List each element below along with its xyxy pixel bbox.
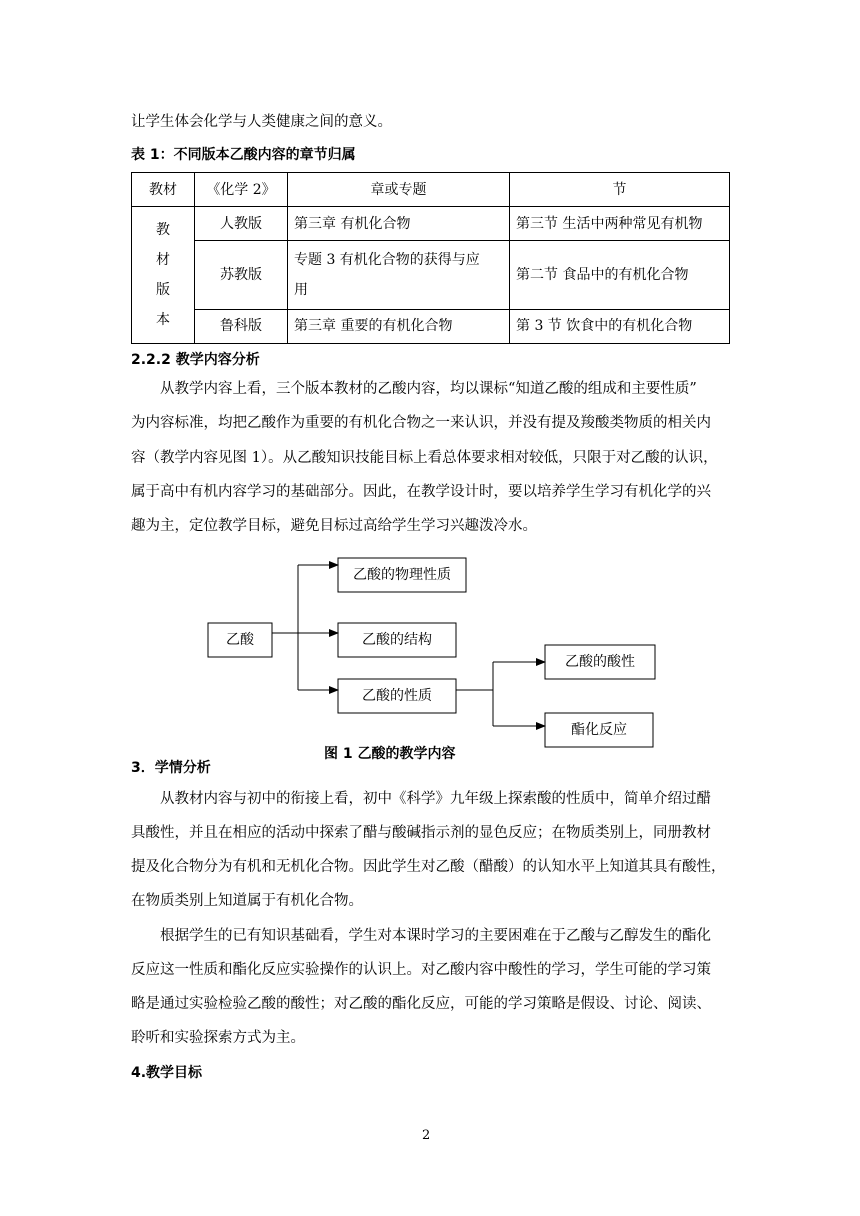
section-4-heading: 4.教学目标 [131, 1065, 203, 1081]
table-header-cell: 章或专题 [288, 173, 510, 207]
section-cell: 第 3 节 饮食中的有机化合物 [510, 309, 730, 343]
intro-line: 让学生体会化学与人类健康之间的意义。 [131, 114, 392, 130]
figure-caption: 图 1 乙酸的教学内容 [324, 746, 456, 762]
structure-label: 乙酸的结构 [362, 632, 432, 648]
esterification-label: 酯化反应 [571, 722, 627, 738]
paragraph-line: 在物质类别上知道属于有机化合物。 [131, 893, 363, 909]
paragraph-line: 反应这一性质和酯化反应实验操作的认识上。对乙酸内容中酸性的学习，学生可能的学习策 [131, 962, 711, 978]
section-3-heading: 3．学情分析 [131, 760, 211, 776]
paragraph-line: 属于高中有机内容学习的基础部分。因此，在教学设计时，要以培养学生学习有机化学的兴 [131, 484, 711, 500]
chapter-line: 用 [294, 282, 308, 299]
paragraph-line: 为内容标准，均把乙酸作为重要的有机化合物之一来认识，并没有提及羧酸类物质的相关内 [131, 415, 711, 431]
chapter-cell: 第三章 重要的有机化合物 [288, 309, 510, 343]
paragraph-line: 具酸性，并且在相应的活动中探索了醋与酸碱指示剂的显色反应；在物质类别上，同册教材 [131, 825, 711, 841]
table-caption: 表 1：不同版本乙酸内容的章节归属 [131, 147, 356, 163]
paragraph-line: 略是通过实验检验乙酸的酸性；对乙酸的酯化反应，可能的学习策略是假设、讨论、阅读、 [131, 996, 711, 1012]
paragraph-line: 趣为主，定位教学目标，避免目标过高给学生学习兴趣泼冷水。 [131, 518, 537, 534]
group-label-char: 本 [156, 312, 170, 329]
paragraph-line: 提及化合物分为有机和无机化合物。因此学生对乙酸（醋酸）的认知水平上知道其具有酸性， [131, 859, 726, 875]
table-header-cell: 教材 [132, 173, 195, 207]
paragraph-line: 从教材内容与初中的衔接上看，初中《科学》九年级上探索酸的性质中，简单介绍过醋 [160, 791, 711, 807]
section-cell: 第二节 食品中的有机化合物 [510, 241, 730, 309]
chapter-line: 专题 3 有机化合物的获得与应 [294, 252, 480, 269]
group-label-char: 材 [156, 252, 170, 269]
acidity-label: 乙酸的酸性 [565, 654, 635, 670]
table-header-cell: 《化学 2》 [195, 173, 288, 207]
property-label: 乙酸的性质 [362, 688, 432, 704]
edition-cell: 人教版 [195, 207, 288, 241]
edition-cell: 鲁科版 [195, 309, 288, 343]
section-cell: 第三节 生活中两种常见有机物 [510, 207, 730, 241]
section-222-heading: 2.2.2 教学内容分析 [131, 352, 260, 368]
paragraph-line: 容（教学内容见图 1）。从乙酸知识技能目标上看总体要求相对较低，只限于对乙酸的认识， [131, 450, 718, 466]
physical-label: 乙酸的物理性质 [353, 567, 451, 583]
page-number: 2 [422, 1128, 431, 1143]
group-label-char: 教 [156, 222, 170, 239]
edition-cell: 苏教版 [195, 241, 288, 309]
group-label-char: 版 [156, 282, 170, 299]
paragraph-line: 根据学生的已有知识基础看，学生对本课时学习的主要困难在于乙酸与乙醇发生的酯化 [160, 928, 711, 944]
paragraph-line: 聆听和实验探索方式为主。 [131, 1030, 305, 1046]
chapter-cell: 第三章 有机化合物 [288, 207, 510, 241]
paragraph-line: 从教学内容上看，三个版本教材的乙酸内容，均以课标“知道乙酸的组成和主要性质” [160, 381, 697, 397]
root-label: 乙酸 [226, 632, 254, 648]
table-header-cell: 节 [510, 173, 730, 207]
